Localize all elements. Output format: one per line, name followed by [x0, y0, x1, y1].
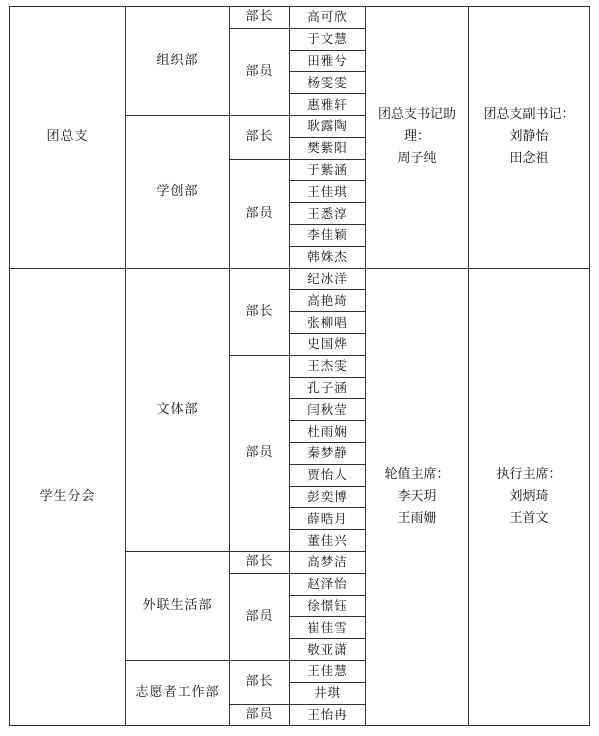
- member-name-cell: 杜雨娴: [289, 420, 366, 443]
- leader-text-line: 团总支副书记：: [483, 107, 575, 123]
- member-name-cell: 闫秋莹: [289, 398, 366, 421]
- department-cell: 文体部: [125, 268, 230, 552]
- member-name-cell: 崔佳雪: [289, 616, 366, 639]
- member-name-cell: 于文慧: [289, 28, 366, 51]
- leader-text-line: 李天玥: [397, 488, 437, 504]
- leaders-cell: [468, 268, 590, 727]
- member-name-cell: 田雅兮: [289, 50, 366, 73]
- role-cell: 部长: [229, 268, 290, 356]
- role-cell: 部长: [229, 6, 290, 29]
- member-name-cell: 贾怡人: [289, 464, 366, 487]
- member-name-cell: 王怡冉: [289, 704, 366, 727]
- department-cell: 学创部: [125, 115, 230, 269]
- member-name-cell: 韩姝杰: [289, 246, 366, 269]
- member-name-cell: 高梦洁: [289, 551, 366, 574]
- leader-text-line: 刘静怡: [509, 129, 549, 145]
- member-name-cell: 薛晧月: [289, 507, 366, 530]
- member-name-cell: 高艳琦: [289, 289, 366, 312]
- role-cell: 部员: [229, 28, 290, 116]
- member-name-cell: 杨雯雯: [289, 71, 366, 94]
- member-name-cell: 李佳颖: [289, 224, 366, 247]
- member-name-cell: 彭奕博: [289, 486, 366, 509]
- role-cell: 部长: [229, 551, 290, 574]
- leader-text-line: 田念祖: [509, 151, 549, 167]
- role-cell: 部员: [229, 704, 290, 727]
- department-cell: 志愿者工作部: [125, 660, 230, 726]
- member-name-cell: 史国烨: [289, 333, 366, 356]
- member-name-cell: 赵泽怡: [289, 573, 366, 596]
- department-cell: 外联生活部: [125, 551, 230, 661]
- member-name-cell: 董佳兴: [289, 529, 366, 552]
- leaders-cell: [365, 6, 469, 269]
- member-name-cell: 纪冰洋: [289, 268, 366, 291]
- role-cell: 部长: [229, 115, 290, 160]
- role-cell: 部员: [229, 355, 290, 552]
- member-name-cell: 王杰雯: [289, 355, 366, 378]
- role-cell: 部员: [229, 159, 290, 269]
- member-name-cell: 王佳琪: [289, 180, 366, 203]
- member-name-cell: 孔子涵: [289, 377, 366, 400]
- leader-text-line: 王雨姗: [397, 510, 437, 526]
- member-name-cell: 敬亚潇: [289, 638, 366, 661]
- member-name-cell: 耿露陶: [289, 115, 366, 138]
- member-name-cell: 惠雅轩: [289, 93, 366, 116]
- member-name-cell: 张柳唱: [289, 311, 366, 334]
- leader-text-line: 周子纯: [397, 151, 437, 167]
- leader-text-line: 轮值主席：: [384, 466, 450, 482]
- leader-text-line: 王首文: [509, 510, 549, 526]
- group-name-cell: 团总支: [9, 6, 126, 269]
- member-name-cell: 高可欣: [289, 6, 366, 29]
- leaders-cell: [468, 6, 590, 269]
- group-name-cell: 学生分会: [9, 268, 126, 727]
- leader-text-line: 刘炳琦: [509, 488, 549, 504]
- member-name-cell: 秦梦静: [289, 442, 366, 465]
- member-name-cell: 井琪: [289, 682, 366, 705]
- leader-text-line: 执行主席：: [496, 466, 562, 482]
- member-name-cell: 徐憬钰: [289, 595, 366, 618]
- department-cell: 组织部: [125, 6, 230, 116]
- member-name-cell: 王佳慧: [289, 660, 366, 683]
- role-cell: 部长: [229, 660, 290, 705]
- leader-text-line: 团总支书记助理：: [377, 107, 456, 145]
- role-cell: 部员: [229, 573, 290, 661]
- member-name-cell: 樊紫阳: [289, 137, 366, 160]
- member-name-cell: 王悉淳: [289, 202, 366, 225]
- leaders-cell: [365, 268, 469, 727]
- member-name-cell: 于紫涵: [289, 159, 366, 182]
